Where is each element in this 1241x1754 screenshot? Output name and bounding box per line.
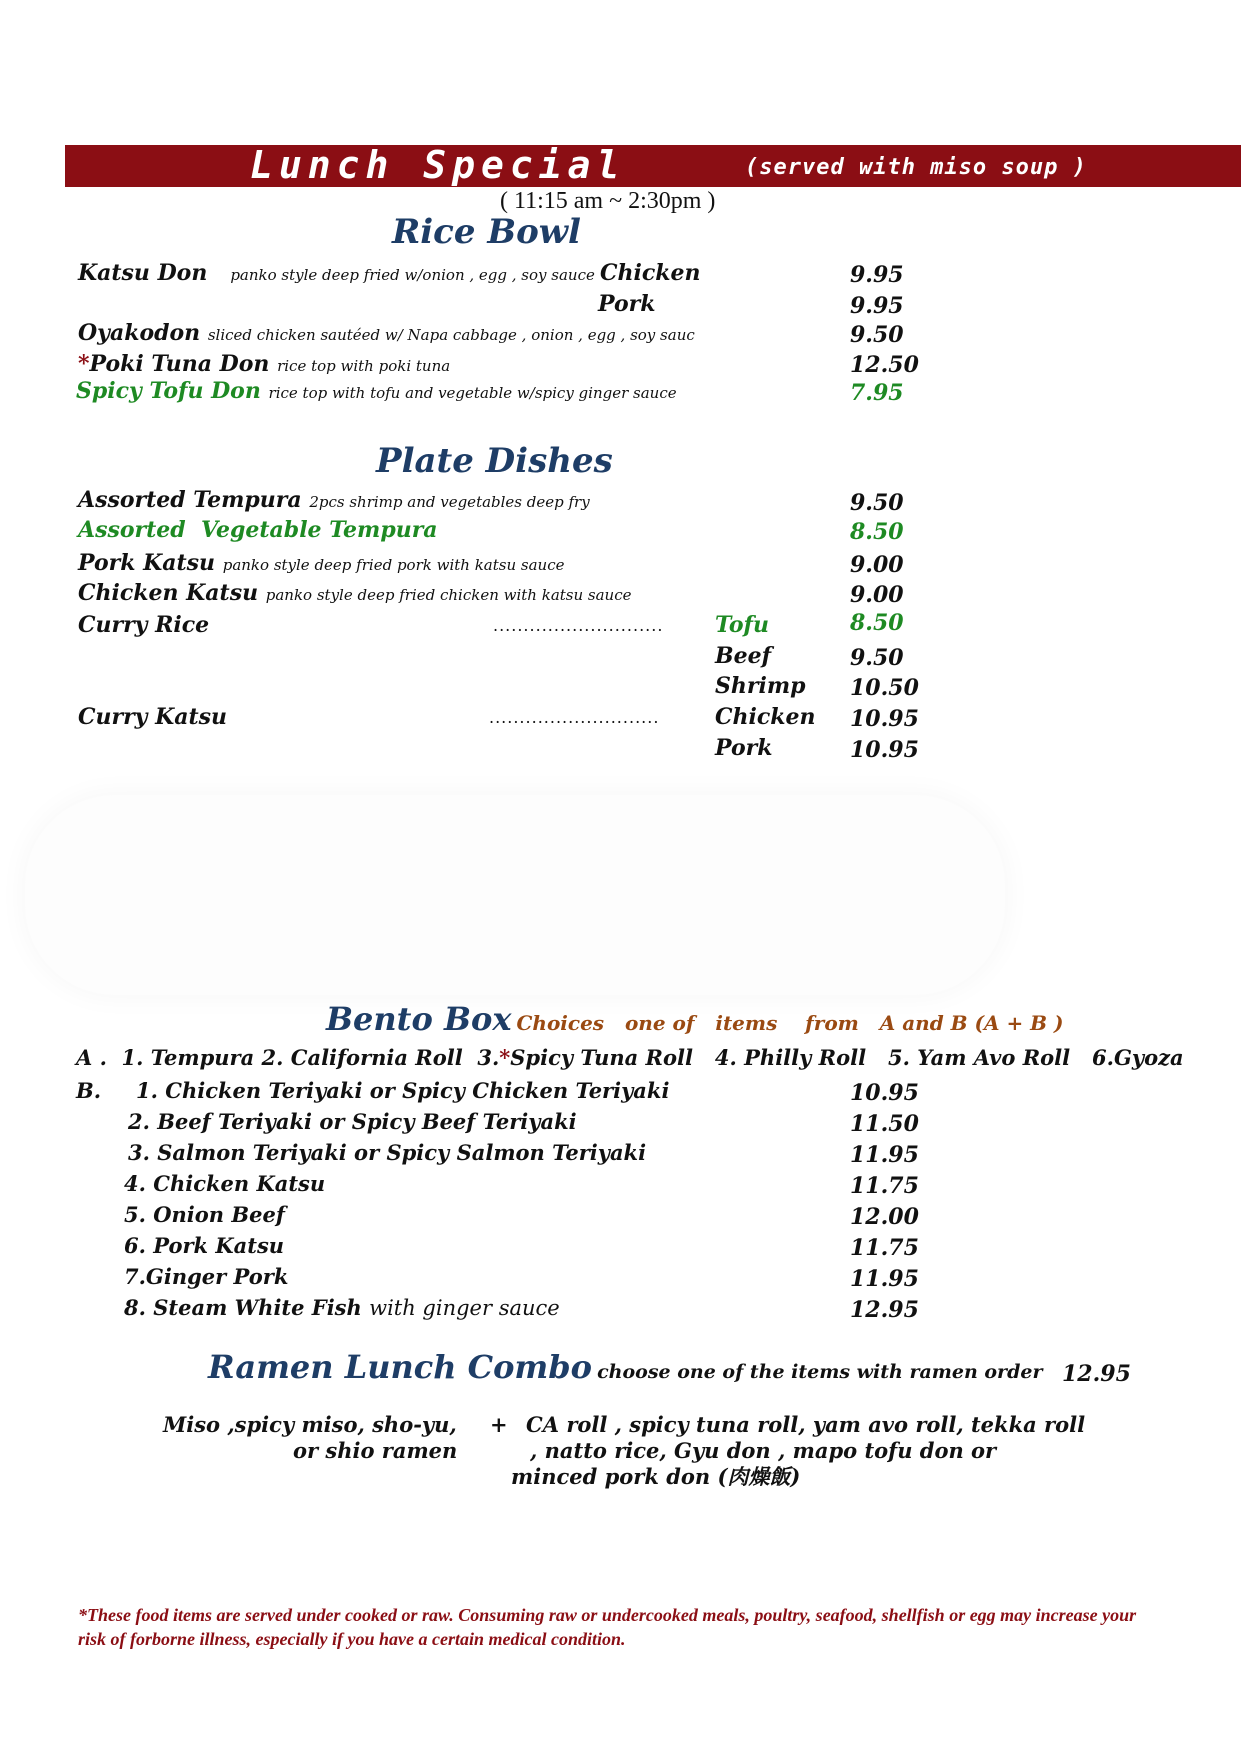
menu-item-vegetable-tempura: Assorted Vegetable Tempura — [78, 517, 438, 543]
menu-item-pork-katsu — [78, 550, 564, 576]
item-price: 11.95 — [850, 1142, 919, 1168]
item-price: 8.50 — [850, 519, 904, 545]
item-price: 10.95 — [850, 737, 919, 763]
item-price: 10.50 — [850, 675, 919, 701]
bento-b-item: 5. Onion Beef — [124, 1202, 285, 1227]
bento-b-item: 1. Chicken Teriyaki or Spicy Chicken Teriyaki — [136, 1078, 670, 1103]
item-description: panko style deep fried chicken with katsu sauce — [265, 586, 632, 604]
item-price: 9.00 — [850, 582, 904, 608]
item-description: panko style deep fried w/onion , egg , soy sauce — [230, 266, 595, 284]
ramen-header — [208, 1348, 1042, 1386]
leader-dots: ............................ — [489, 708, 660, 727]
item-description: 2pcs shrimp and vegetables deep fry — [309, 493, 590, 511]
bento-a-item: 6.Gyoza — [1092, 1045, 1184, 1070]
menu-item-curry-rice: Curry Rice — [78, 612, 210, 638]
item-description: rice top with tofu and vegetable w/spicy ginger sauce — [268, 384, 677, 402]
bento-a-item: 1. Tempura — [121, 1045, 255, 1070]
item-option: Shrimp — [715, 673, 806, 699]
menu-item-poki-tuna-don — [78, 351, 450, 377]
section-title-plate-dishes: Plate Dishes — [376, 441, 613, 481]
item-price: 9.50 — [850, 322, 904, 348]
bento-a-item: 4. Philly Roll — [714, 1045, 867, 1070]
raw-food-disclaimer: *These food items are served under cooked or raw. Consuming raw or undercooked meals, poultry, seafood, shellfish or egg may increase your risk of forborne illness, especially if you have a certain medical condition. — [78, 1605, 1137, 1649]
erased-area — [25, 795, 1005, 995]
raw-warning-star: * — [78, 351, 90, 377]
section-title-rice-bowl: Rice Bowl — [392, 212, 581, 252]
bento-header — [326, 1000, 1064, 1038]
ramen-price: 12.95 — [1062, 1361, 1131, 1387]
item-price: 12.00 — [850, 1204, 919, 1230]
bento-b-item: 6. Pork Katsu — [124, 1233, 285, 1258]
raw-warning-star: * — [499, 1045, 511, 1070]
item-option: Chicken — [600, 260, 701, 286]
item-option: Pork — [715, 735, 773, 761]
item-name: Poki Tuna Don — [89, 351, 270, 377]
item-price: 9.95 — [850, 293, 904, 319]
ramen-choice-left-2: or shio ramen — [293, 1438, 458, 1463]
item-price: 11.75 — [850, 1173, 919, 1199]
menu-item-katsu-don — [78, 260, 595, 286]
ramen-choice-right-2: , natto rice, Gyu don , mapo tofu don or — [530, 1438, 997, 1463]
item-price: 10.95 — [850, 1080, 919, 1106]
plus-sign: + — [490, 1412, 508, 1437]
bento-b-item: 4. Chicken Katsu — [124, 1171, 326, 1196]
item-price: 7.95 — [850, 380, 904, 406]
item-price: 9.50 — [850, 645, 904, 671]
menu-item-assorted-tempura — [78, 487, 590, 513]
bento-choices-note: Choices one of items from A and B (A + B ) — [516, 1011, 1064, 1035]
item-name: Chicken Katsu — [78, 580, 259, 606]
bento-b-item: 3. Salmon Teriyaki or Spicy Salmon Teriyaki — [128, 1140, 647, 1165]
item-price: 8.50 — [850, 610, 904, 636]
item-price: 11.75 — [850, 1235, 919, 1261]
ramen-note: choose one of the items with ramen order — [597, 1361, 1043, 1383]
item-option: Beef — [715, 643, 772, 669]
bento-b-label: B. — [76, 1078, 102, 1103]
item-price: 9.00 — [850, 552, 904, 578]
serving-hours: ( 11:15 am ~ 2:30pm ) — [500, 188, 716, 214]
item-name: Spicy Tofu Don — [76, 378, 261, 404]
item-option: Tofu — [715, 612, 769, 638]
item-price: 11.95 — [850, 1266, 919, 1292]
bento-b-item: 7.Ginger Pork — [124, 1264, 289, 1289]
item-price: 9.50 — [850, 490, 904, 516]
leader-dots: ............................ — [493, 616, 664, 635]
menu-item-oyakodon — [78, 320, 695, 346]
item-price: 12.50 — [850, 352, 919, 378]
item-price: 11.50 — [850, 1111, 919, 1137]
bento-a-item: 3. — [477, 1045, 500, 1070]
bento-a-item: 2. California Roll — [261, 1045, 463, 1070]
item-name: 8. Steam White Fish — [124, 1295, 362, 1320]
section-title-bento-box: Bento Box — [326, 1000, 512, 1038]
item-description: sliced chicken sautéed w/ Napa cabbage , onion , egg , soy sauc — [207, 326, 695, 344]
item-price: 10.95 — [850, 706, 919, 732]
menu-item-curry-katsu: Curry Katsu — [78, 704, 228, 730]
menu-item-chicken-katsu — [78, 580, 632, 606]
ramen-choice-right-3: minced pork don (肉燥飯) — [511, 1464, 801, 1489]
item-price: 12.95 — [850, 1297, 919, 1323]
bento-a-item: 5. Yam Avo Roll — [888, 1045, 1071, 1070]
bento-a-label: A . — [76, 1045, 107, 1070]
menu-item-spicy-tofu-don — [76, 378, 677, 404]
item-name: Assorted Tempura — [78, 487, 302, 513]
item-name: Oyakodon — [78, 320, 201, 346]
item-option: Chicken — [715, 704, 816, 730]
bento-b-item — [124, 1295, 560, 1320]
item-extra: with ginger sauce — [369, 1296, 560, 1320]
page-title: Lunch Special — [250, 143, 626, 187]
item-option: Pork — [598, 291, 656, 317]
ramen-choice-left-1: Miso ,spicy miso, sho-yu, — [163, 1412, 457, 1437]
bento-a-row — [76, 1045, 1184, 1070]
item-name: Pork Katsu — [78, 550, 216, 576]
item-name: Katsu Don — [78, 260, 208, 286]
item-price: 9.95 — [850, 262, 904, 288]
bento-a-item: Spicy Tuna Roll — [510, 1045, 693, 1070]
section-title-ramen-combo: Ramen Lunch Combo — [208, 1348, 592, 1386]
page-subtitle: (served with miso soup ) — [745, 155, 1087, 180]
bento-b-item: 2. Beef Teriyaki or Spicy Beef Teriyaki — [128, 1109, 577, 1134]
item-description: panko style deep fried pork with katsu sauce — [222, 556, 565, 574]
item-description: rice top with poki tuna — [277, 357, 451, 375]
ramen-choice-right-1: CA roll , spicy tuna roll, yam avo roll, tekka roll — [526, 1412, 1086, 1437]
